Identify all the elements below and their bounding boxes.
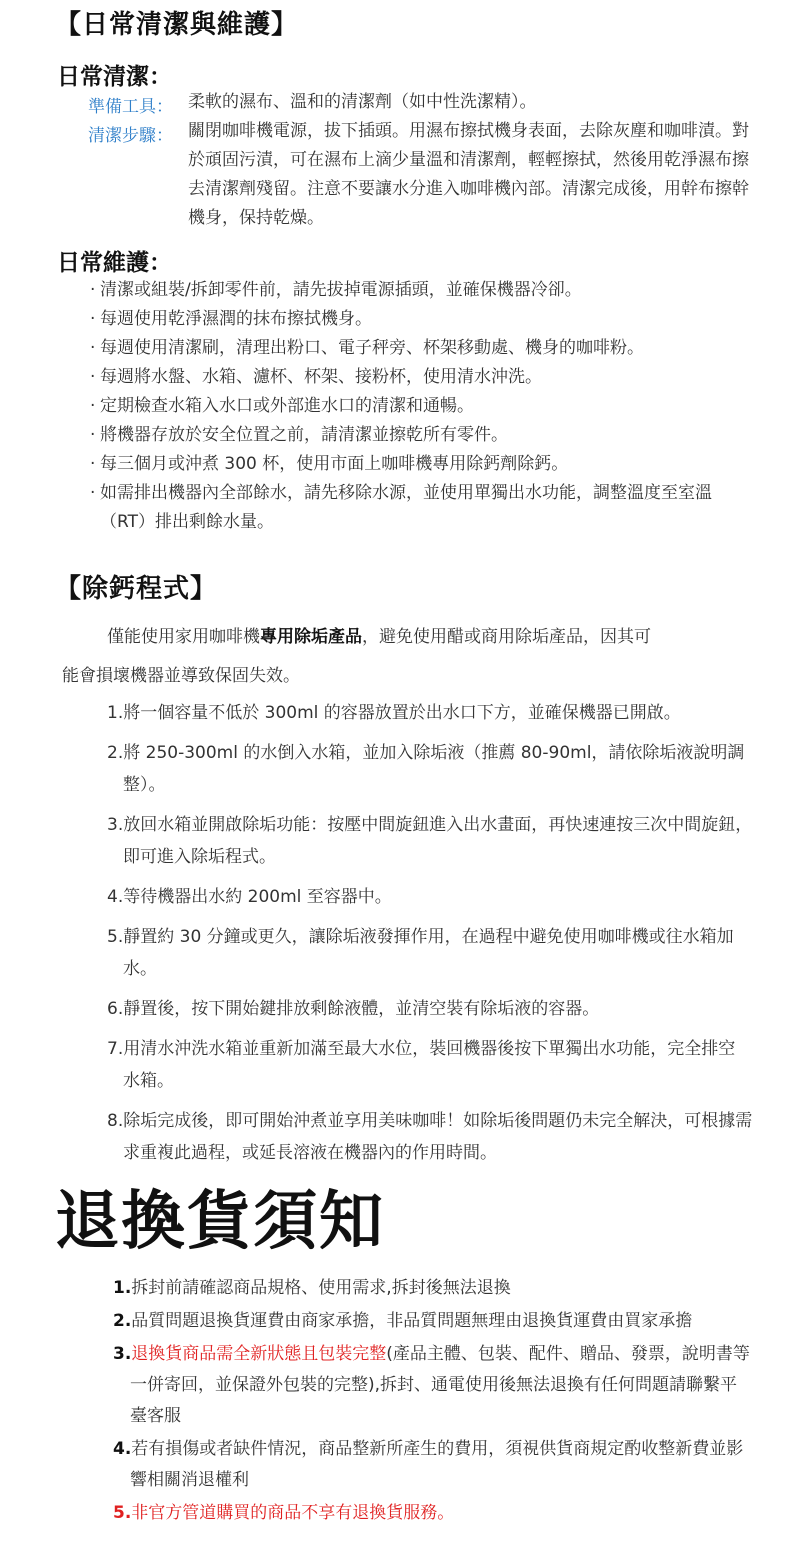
return-item xyxy=(113,1273,753,1304)
steps-text: 關閉咖啡機電源，拔下插頭。用濕布擦拭機身表面，去除灰塵和咖啡漬。對於頑固污漬，可在濕布上滴少量溫和清潔劑，輕輕擦拭，然後用乾淨濕布擦去清潔劑殘留。注意不要讓水分進入咖啡機內部。清潔完成後，用幹布擦幹機身，保持乾燥。 xyxy=(188,121,749,228)
return-item xyxy=(113,1498,753,1529)
descale-step: 3.放回水箱並開啟除垢功能：按壓中間旋鈕進入出水畫面，再快速連按三次中間旋鈕，即可進入除垢程式。 xyxy=(107,815,753,867)
section-title-descale: 【除鈣程式】 xyxy=(55,574,218,604)
maintenance-item: · 每週使用清潔刷，清理出粉口、電子秤旁、杯架移動處、機身的咖啡粉。 xyxy=(90,334,770,363)
maintenance-subtitle: 日常維護： xyxy=(57,250,172,276)
return-item-text: (產品主體、包裝、配件、贈品、發票，說明書等一併寄回，並保證外包裝的完整),拆封、通電使用後無法退換有任何問題請聯繫平臺客服 xyxy=(130,1344,750,1426)
steps-label: 清潔步驟： xyxy=(88,126,173,146)
intro-highlight: 專用除垢產品 xyxy=(260,627,362,647)
return-item-highlight: 非官方管道購買的商品不享有退換貨服務。 xyxy=(131,1503,455,1523)
descale-step: 6.靜置後，按下開始鍵排放剩餘液體，並清空裝有除垢液的容器。 xyxy=(107,999,600,1019)
return-item-text: 品質問題退換貨運費由商家承擔，非品質問題無理由退換貨運費由買家承擔 xyxy=(131,1311,693,1331)
return-item-number: 5. xyxy=(113,1503,132,1523)
descale-step: 4.等待機器出水約 200ml 至容器中。 xyxy=(107,887,392,907)
maintenance-item: · 每週將水盤、水箱、濾杯、杯架、接粉杯，使用清水沖洗。 xyxy=(90,363,770,392)
descale-steps xyxy=(107,697,767,1177)
returns-list xyxy=(113,1273,753,1531)
descale-intro-line2: 能會損壞機器並導致保固失效。 xyxy=(62,666,300,686)
return-item-number: 2. xyxy=(113,1311,132,1331)
section-title-daily: 【日常清潔與維護】 xyxy=(55,10,299,40)
cleaning-subtitle: 日常清潔： xyxy=(57,64,172,90)
maintenance-list xyxy=(90,276,770,537)
tools-text: 柔軟的濕布、溫和的清潔劑（如中性洗潔精）。 xyxy=(188,92,537,112)
return-item xyxy=(113,1434,753,1496)
maintenance-item: · 每三個月或沖煮 300 杯，使用市面上咖啡機專用除鈣劑除鈣。 xyxy=(90,450,770,479)
descale-step: 1.將一個容量不低於 300ml 的容器放置於出水口下方，並確保機器已開啟。 xyxy=(107,703,681,723)
descale-step: 8.除垢完成後，即可開始沖煮並享用美味咖啡！如除垢後問題仍未完全解決，可根據需求重複此過程，或延長溶液在機器內的作用時間。 xyxy=(107,1111,753,1163)
descale-intro xyxy=(107,622,651,647)
return-item-number: 4. xyxy=(113,1439,132,1459)
maintenance-item: · 清潔或組裝/拆卸零件前，請先拔掉電源插頭，並確保機器冷卻。 xyxy=(90,276,770,305)
return-item xyxy=(113,1306,753,1337)
descale-step: 2.將 250-300ml 的水倒入水箱，並加入除垢液（推薦 80-90ml，請依除垢液說明調整）。 xyxy=(107,743,745,795)
return-item-number: 3. xyxy=(113,1344,132,1364)
return-item-text: 拆封前請確認商品規格、使用需求,拆封後無法退換 xyxy=(131,1278,511,1298)
maintenance-item: · 將機器存放於安全位置之前，請清潔並擦乾所有零件。 xyxy=(90,421,770,450)
return-item-highlight: 退換貨商品需全新狀態且包裝完整 xyxy=(131,1344,387,1364)
descale-step: 5.靜置約 30 分鐘或更久，讓除垢液發揮作用，在過程中避免使用咖啡機或往水箱加水。 xyxy=(107,927,734,979)
maintenance-item: · 每週使用乾淨濕潤的抹布擦拭機身。 xyxy=(90,305,770,334)
return-item xyxy=(113,1339,753,1432)
maintenance-item: · 定期檢查水箱入水口或外部進水口的清潔和通暢。 xyxy=(90,392,770,421)
maintenance-item: · 如需排出機器內全部餘水，請先移除水源，並使用單獨出水功能，調整溫度至室溫（RT）排出剩餘水量。 xyxy=(90,479,740,537)
return-item-text: 若有損傷或者缺件情況，商品整新所產生的費用，須視供貨商規定酌收整新費並影響相關消退權利 xyxy=(130,1439,744,1490)
intro-text: ，避免使用醋或商用除垢產品，因其可 xyxy=(362,627,651,647)
return-item-number: 1. xyxy=(113,1278,132,1298)
descale-step: 7.用清水沖洗水箱並重新加滿至最大水位，裝回機器後按下單獨出水功能，完全排空水箱。 xyxy=(107,1039,736,1091)
returns-title: 退換貨須知 xyxy=(55,1185,385,1259)
intro-text: 僅能使用家用咖啡機 xyxy=(107,627,260,647)
tools-label: 準備工具： xyxy=(88,97,173,117)
